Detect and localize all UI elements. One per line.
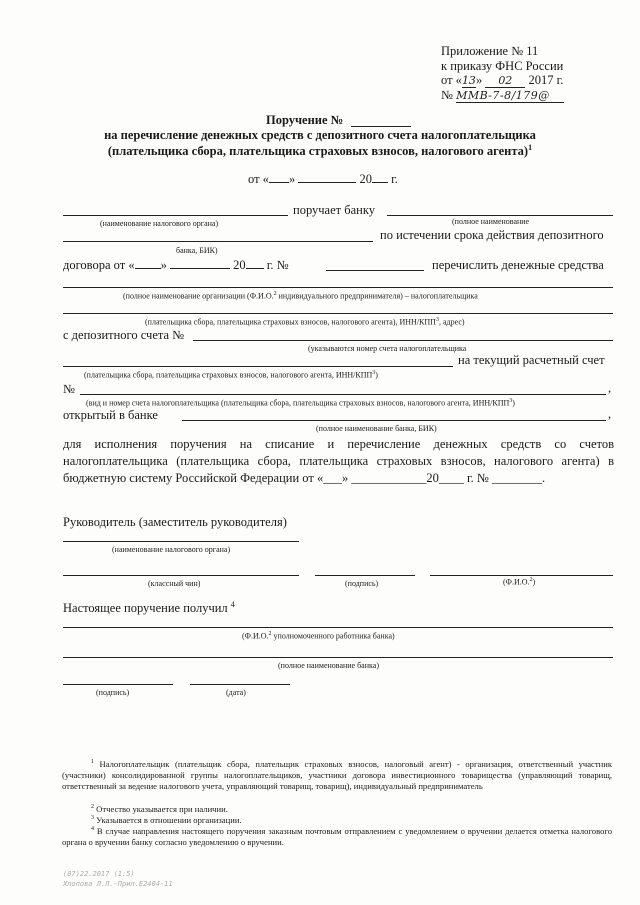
transfer-funds-label: перечислить денежные средства bbox=[432, 258, 604, 272]
footnote-4: $^4$ В случае направления настоящего поручения заказным почтовым отправлением с уведомлением о вручении делается отметка налогового органа о вручении банку согласно уведомлению о вручении. bbox=[62, 825, 612, 847]
appendix-month: 02 bbox=[485, 74, 525, 88]
bank-line bbox=[387, 215, 613, 216]
head-org-caption: (наименование налогового органа) bbox=[112, 545, 231, 554]
receiver-signature-line bbox=[63, 684, 173, 685]
deposit-caption: (указываются номер счета налогоплательщика bbox=[308, 344, 467, 353]
class-rank-line bbox=[63, 575, 299, 576]
bank-worker-caption: (Ф.И.О.$^2$ уполномоченного работника банка) bbox=[242, 631, 395, 641]
account-line bbox=[80, 394, 606, 395]
receiver-signature-caption: (подпись) bbox=[96, 688, 130, 697]
signature-caption: (подпись) bbox=[345, 579, 379, 588]
bank-name-line bbox=[63, 241, 373, 242]
bank-bik-caption: банка, БИК) bbox=[176, 246, 218, 255]
tax-org-line bbox=[63, 215, 288, 216]
order-title: Поручение № bbox=[266, 113, 344, 127]
appendix-date: от «13» 02 2017 г. bbox=[441, 73, 564, 87]
upon-expiry-label: по истечении срока действия депозитного bbox=[380, 228, 604, 242]
appendix-order-number: № ММВ-7-8/179@ bbox=[441, 88, 564, 103]
contract-number-line bbox=[326, 270, 424, 271]
taxpayer-line bbox=[63, 366, 453, 367]
appendix-order: к приказу ФНС России bbox=[441, 59, 564, 73]
payer-line bbox=[63, 313, 613, 314]
footnote-3: $^3$ Указывается в отношении организации. bbox=[91, 814, 242, 825]
fio-caption: (Ф.И.О.$^2$) bbox=[503, 577, 536, 587]
title-line-3: (плательщика сбора, плательщика страховых взносов, налогового агента)$^1$ bbox=[107, 143, 533, 159]
order-date: от « » 20 г. bbox=[248, 172, 398, 186]
opened-at-bank-label: открытый в банке bbox=[63, 408, 158, 422]
footer-stamp-1: (07)22.2017 (1:5) bbox=[63, 870, 135, 878]
payer-caption: (плательщика сбора, плательщика страховых взносов, налогового агента), ИНН/КПП$^3$, адрес) bbox=[145, 317, 465, 327]
appendix-number: Приложение № 11 bbox=[441, 44, 539, 58]
full-name-caption: (полное наименование bbox=[452, 217, 530, 226]
receive-date-caption: (дата) bbox=[226, 688, 246, 697]
signature-line bbox=[315, 575, 415, 576]
opened-bank-line bbox=[182, 420, 606, 421]
account-no-label: № bbox=[63, 382, 75, 396]
document-page: Приложение № 11 к приказу ФНС России от «13» 02 2017 г. № ММВ-7-8/179@ Поручение № на перечисление денежных средств с депозитного счета налогоплательщика (плательщика сбора, плательщика страховых взносов, налогового агента)$^1$ от « » 20 г. поручает банку (наименование налогового органа) (полное наименование по истечении срока действия депозитного банка, БИК) договора от « » 20 г. № перечислить денежные средства (полное наименование организации (Ф.И.О.$^2$ индивидуального предпринимателя) – налогоплательщика (плательщика сбора, плательщика страховых взносов, налогового агента), ИНН/КПП$^3$, адрес) с депозитного счета № (указываются номер счета налогоплательщика на текущий расчетный счет (плательщика сбора, плательщика страховых взносов, налогового агента, ИНН/КПП$^3$) № , (вид и номер счета налогоплательщика (плательщика сбора, плательщика страховых взносов, налогового агента, ИНН/КПП$^3$) открытый в банке , (полное наименование банка, БИК) для исполнения поручения на списание и перечисление денежных средств со счетов налогоплательщика (плательщика сбора, плательщика страховых взносов, налогового агента) в бюджетную систему Российской Федерации от «___» ____________20____ г. № ________. Руководитель (заместитель руководителя) (наименование налогового органа) (классный чин) (подпись) (Ф.И.О.$^2$) Настоящее поручение получил $^4$ (Ф.И.О.$^2$ уполномоченного работника банка) (полное наименование банка) (подпись) (дата) $^1$ Налогоплательщик (плательщик сбора, плательщик страховых взносов, налоговый агент) - организация, ответственный участник (участники) консолидированной группы налогоплательщиков, участники договора инвестиционного товарищества (управляющий товарищ, ответственный за ведение налогового учета, управляющий товарищ, товарищ), индивидуальный предприниматель $^2$ Отчество указывается при наличии. $^3$ Указывается в отношении организации. $^4$ В случае направления настоящего поручения заказным почтовым отправлением с уведомлением о вручении делается отметка налогового органа о вручении банку согласно уведомлению о вручении. (07)22.2017 (1:5) Хлопова Л.Л.-Прил.Е2404-11 bbox=[0, 0, 640, 905]
appendix-day: 13 bbox=[461, 74, 476, 87]
title-line-2: на перечисление денежных средств с депозитного счета налогоплательщика bbox=[104, 128, 536, 142]
order-number-line bbox=[351, 126, 411, 127]
purpose-paragraph: для исполнения поручения на списание и перечисление денежных средств со счетов налогоплательщика (плательщика сбора, плательщика страховых взносов, налогового агента) в бюджетную систему Российской Федерации от «___» ____________20____ г. № ________. bbox=[63, 437, 614, 485]
head-org-line bbox=[63, 541, 299, 542]
footnote-1: $^1$ Налогоплательщик (плательщик сбора, плательщик страховых взносов, налоговый агент) - организация, ответственный участник (участники) консолидированной группы налогоплательщиков, участники договора инвестиционного товарищества (управляющий товарищ, ответственный за ведение налогового учета, управляющий товарищ, товарищ), индивидуальный предприниматель bbox=[62, 758, 612, 791]
instructs-bank-label: поручает банку bbox=[293, 203, 375, 217]
bank-full-caption: (полное наименование банка, БИК) bbox=[316, 424, 437, 433]
bank-name-full-line bbox=[63, 657, 613, 658]
to-current-account-label: на текущий расчетный счет bbox=[458, 353, 605, 367]
deposit-account-line bbox=[193, 340, 613, 341]
footnote-2: $^2$ Отчество указывается при наличии. bbox=[91, 803, 228, 814]
bank-worker-line bbox=[63, 627, 613, 628]
class-rank-caption: (классный чин) bbox=[148, 579, 201, 588]
org-line bbox=[63, 287, 613, 288]
org-caption: (полное наименование организации (Ф.И.О.$^2$ индивидуального предпринимателя) – налогоплательщика bbox=[123, 291, 478, 301]
from-deposit-label: с депозитного счета № bbox=[63, 328, 185, 342]
contract-date: договора от « » 20 г. № bbox=[63, 258, 289, 272]
payer-inn-caption: (плательщика сбора, плательщика страховых взносов, налогового агента, ИНН/КПП$^3$) bbox=[84, 370, 378, 380]
footer-stamp-2: Хлопова Л.Л.-Прил.Е2404-11 bbox=[63, 880, 173, 888]
bank-full-name-caption: (полное наименование банка) bbox=[278, 661, 379, 670]
head-label: Руководитель (заместитель руководителя) bbox=[63, 515, 287, 529]
account-caption: (вид и номер счета налогоплательщика (плательщика сбора, плательщика страховых взносов, налогового агента, ИНН/КПП$^3$) bbox=[86, 398, 515, 408]
tax-org-caption: (наименование налогового органа) bbox=[100, 219, 219, 228]
received-label: Настоящее поручение получил $^4$ bbox=[63, 600, 235, 616]
fio-line bbox=[430, 575, 613, 576]
receive-date-line bbox=[190, 684, 290, 685]
handwritten-order-number: ММВ-7-8/179@ bbox=[456, 89, 564, 103]
